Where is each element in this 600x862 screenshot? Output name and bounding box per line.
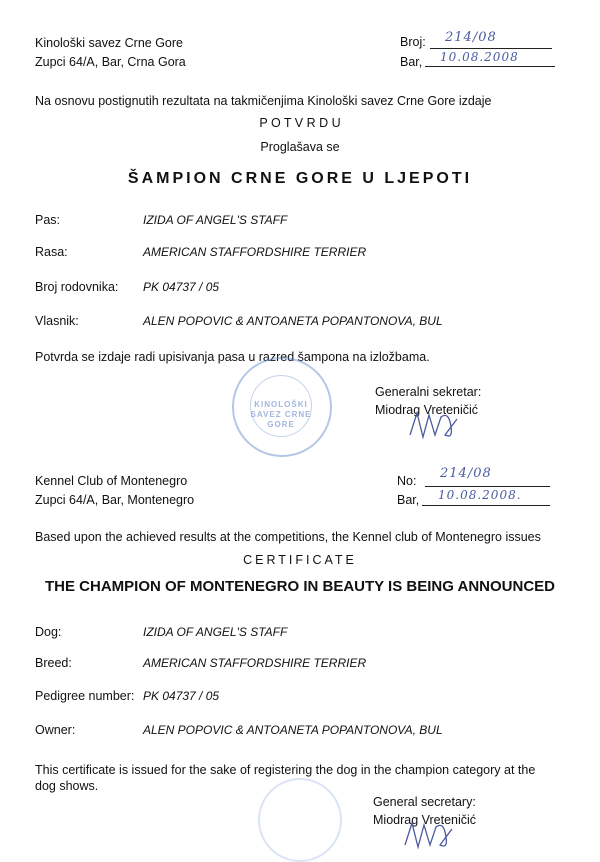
purpose-text-line1: This certificate is issued for the sake of registering the dog in the champion category at the — [35, 763, 536, 777]
field-value: AMERICAN STAFFORDSHIRE TERRIER — [143, 656, 367, 670]
field-label: Dog: — [35, 625, 62, 639]
field-value: IZIDA OF ANGEL'S STAFF — [143, 625, 288, 639]
place-label: Bar, — [400, 55, 423, 69]
signature — [400, 815, 460, 853]
date-line — [425, 66, 555, 67]
proclaim-text: Proglašava se — [260, 140, 340, 154]
number-value: 214/08 — [440, 466, 492, 481]
field-value: ALEN POPOVIC & ANTOANETA POPANTONOVA, BUL — [143, 723, 443, 737]
field-value: IZIDA OF ANGEL'S STAFF — [143, 213, 288, 227]
number-line — [425, 486, 550, 487]
intro-text: Na osnovu postignutih rezultata na takmičenjima Kinološki savez Crne Gore izdaje — [35, 94, 492, 108]
field-label: Pas: — [35, 213, 61, 227]
stamp-seal-faint — [258, 778, 342, 862]
page-title: ŠAMPION CRNE GORE U LJEPOTI — [127, 170, 473, 187]
signature — [405, 405, 465, 443]
field-value: ALEN POPOVIC & ANTOANETA POPANTONOVA, BUL — [143, 314, 443, 328]
number-label: Broj: — [400, 35, 426, 49]
date-value: 10.08.2008 — [440, 50, 519, 64]
org-address: Zupci 64/A, Bar, Crna Gora — [35, 55, 186, 69]
purpose-text-line2: dog shows. — [35, 779, 99, 793]
field-label: Broj rodovnika: — [35, 280, 119, 294]
number-value: 214/08 — [445, 30, 497, 45]
field-label: Pedigree number: — [35, 689, 135, 703]
signer-name: Miodrag Vreteničić — [373, 813, 477, 827]
place-label: Bar, — [397, 493, 420, 507]
purpose-text: Potvrda se izdaje radi upisivanja pasa u razred šampona na izložbama. — [35, 350, 430, 364]
intro-text: Based upon the achieved results at the competitions, the Kennel club of Montenegro issues — [35, 530, 541, 544]
field-label: Vlasnik: — [35, 314, 79, 328]
field-value: AMERICAN STAFFORDSHIRE TERRIER — [143, 245, 367, 259]
org-address: Zupci 64/A, Bar, Montenegro — [35, 493, 195, 507]
field-label: Breed: — [35, 656, 72, 670]
field-label: Rasa: — [35, 245, 68, 259]
page-title: THE CHAMPION OF MONTENEGRO IN BEAUTY IS BEING ANNOUNCED — [44, 578, 556, 595]
number-label: No: — [397, 474, 417, 488]
org-name: Kinološki savez Crne Gore — [35, 36, 183, 50]
field-value: PK 04737 / 05 — [143, 689, 220, 703]
signer-name: Miodrag Vreteničić — [375, 403, 479, 417]
stamp-text: KINOLOŠKI SAVEZ CRNE GORE — [250, 400, 312, 429]
date-line — [422, 505, 550, 506]
org-name: Kennel Club of Montenegro — [35, 474, 188, 488]
number-line — [430, 48, 552, 49]
date-value: 10.08.2008. — [438, 488, 522, 502]
doc-type: CERTIFICATE — [243, 553, 357, 567]
signer-title: General secretary: — [373, 795, 476, 809]
field-label: Owner: — [35, 723, 76, 737]
doc-type: P O T V R D U — [259, 116, 341, 130]
signer-title: Generalni sekretar: — [375, 385, 482, 399]
field-value: PK 04737 / 05 — [143, 280, 220, 294]
